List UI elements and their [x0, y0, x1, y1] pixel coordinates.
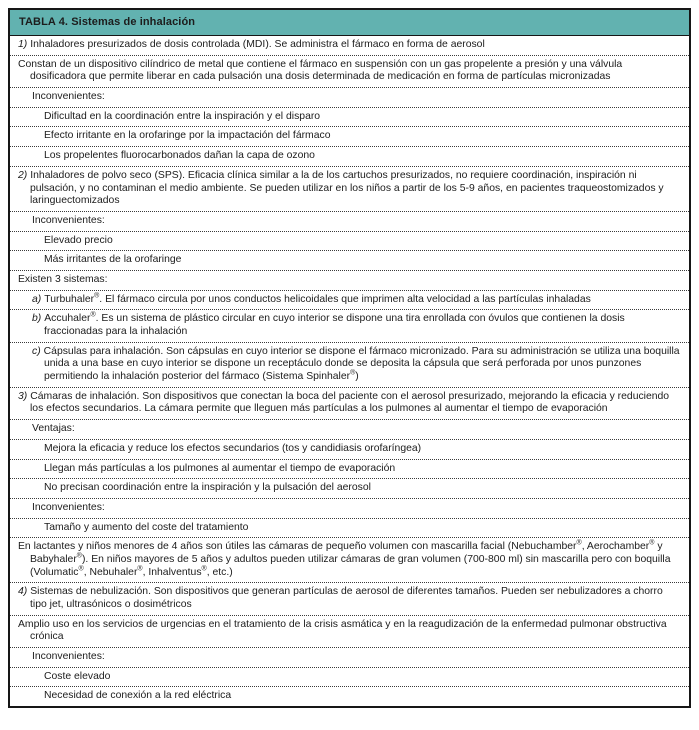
row-text [18, 502, 681, 515]
row-body: Existen 3 sistemas: [18, 273, 108, 285]
row-text [18, 541, 681, 579]
row-text [18, 522, 681, 535]
table-title: TABLA 4. Sistemas de inhalación [19, 16, 196, 28]
row-body: Inconvenientes: [32, 214, 105, 226]
table-row [10, 499, 689, 519]
table-row [10, 212, 689, 232]
row-text [18, 586, 681, 611]
row-prefix: 2) [18, 169, 28, 181]
row-text [18, 170, 681, 208]
row-text [18, 215, 681, 228]
row-text [18, 111, 681, 124]
table-row [10, 519, 689, 539]
row-body: Elevado precio [44, 234, 113, 246]
row-body: Los propelentes fluorocarbonados dañan la capa de ozono [44, 150, 315, 162]
row-text [18, 254, 681, 267]
row-body: Constan de un dispositivo cilíndrico de metal que contiene el fármaco en suspensión con un gas propelente a presión y una válvula dosificadora que permite liberar en cada pulsación una dosis determinada de medicación en forma de partículas micronizadas [18, 58, 623, 83]
row-body: Ventajas: [32, 423, 75, 435]
row-body: Dificultad en la coordinación entre la inspiración y el disparo [44, 110, 321, 122]
row-body: Llegan más partículas a los pulmones al aumentar el tiempo de evaporación [44, 462, 396, 474]
table-row [10, 88, 689, 108]
row-body: Amplio uso en los servicios de urgencias en el tratamiento de la crisis asmática y en la reagudización de la enfermedad pulmonar obstructiva crónica [18, 618, 667, 643]
table-row [10, 440, 689, 460]
row-text [18, 690, 681, 703]
row-text [18, 235, 681, 248]
table-row [10, 291, 689, 311]
row-text [18, 391, 681, 416]
table-row [10, 538, 689, 583]
table-body [10, 36, 689, 706]
row-text [18, 39, 681, 52]
row-prefix: b) [32, 313, 42, 325]
row-prefix: a) [32, 293, 42, 305]
table-row [10, 232, 689, 252]
table-row [10, 147, 689, 167]
row-prefix: 3) [18, 390, 28, 402]
row-prefix: 4) [18, 586, 28, 598]
row-prefix: c) [32, 345, 41, 357]
row-body: En lactantes y niños menores de 4 años son útiles las cámaras de pequeño volumen con mascarilla facial (Nebuchamber®, Aerochamber® y Babyhaler®). En niños mayores de 5 años y adultos pueden utilizar cámaras de gran volumen (700-800 ml) sin mascarilla pero con boquilla (Volumatic®, Nebuhaler®, Inhalventus®, etc.) [18, 539, 671, 578]
row-text [18, 443, 681, 456]
row-body: Coste elevado [44, 670, 111, 682]
row-body: Inhaladores presurizados de dosis controlada (MDI). Se administra el fármaco en forma de aerosol [30, 39, 485, 50]
row-prefix: 1) [18, 39, 28, 50]
table-row [10, 108, 689, 128]
row-body: Inconvenientes: [32, 501, 105, 513]
table-row [10, 687, 689, 706]
row-text [18, 671, 681, 684]
row-text [18, 423, 681, 436]
table-row [10, 388, 689, 420]
row-body: Necesidad de conexión a la red eléctrica [44, 690, 232, 702]
row-body: Más irritantes de la orofaringe [44, 254, 182, 266]
row-body: Inconvenientes: [32, 651, 105, 663]
row-text [18, 294, 681, 307]
row-text [18, 91, 681, 104]
row-body: Cápsulas para inhalación. Son cápsulas en cuyo interior se dispone el fármaco micronizado. Para su administración se utiliza una boquilla unida a una base en cuyo interior se dispone un receptáculo donde se deposita la cápsula que será perforada por unos punzones permitiendo la inhalación posterior del fármaco (Sistema Spinhaler®) [43, 345, 680, 383]
row-body: No precisan coordinación entre la inspiración y la pulsación del aerosol [44, 482, 371, 494]
table-row [10, 648, 689, 668]
table-row [10, 271, 689, 291]
row-body: Tamaño y aumento del coste del tratamiento [44, 521, 249, 533]
table-row [10, 36, 689, 56]
row-text [18, 313, 681, 338]
table-row [10, 167, 689, 212]
inhalation-systems-table [8, 8, 691, 708]
table-row [10, 460, 689, 480]
table-row [10, 583, 689, 615]
row-text [18, 150, 681, 163]
row-text [18, 346, 681, 384]
row-body: Sistemas de nebulización. Son dispositivos que generan partículas de aerosol de diferentes tamaños. Pueden ser nebulizadores a chorro tipo jet, ultrasónicos o dosimétricos [30, 586, 663, 610]
row-text [18, 619, 681, 644]
table-row [10, 251, 689, 271]
table-row [10, 479, 689, 499]
row-text [18, 59, 681, 84]
row-body: Cámaras de inhalación. Son dispositivos que conectan la boca del paciente con el aerosol presurizado, mejorando la eficacia y reduciendo los efectos secundarios. La cámara permite que lleguen más partículas a los pulmones al aumentar el tiempo de evaporación [30, 390, 670, 415]
table-row [10, 420, 689, 440]
row-body: Turbuhaler®. El fármaco circula por unos conductos helicoidales que imprimen alta velocidad a las partículas inhaladas [44, 292, 591, 305]
row-body: Accuhaler®. Es un sistema de plástico circular en cuyo interior se dispone una tira enrollada con óvulos que contienen la dosis fraccionadas para la inhalación [44, 311, 625, 337]
row-body: Inhaladores de polvo seco (SPS). Eficacia clínica similar a la de los cartuchos presurizados, no requiere coordinación, inspiración ni pulsación, y no contaminan el medio ambiente. Se pueden utilizar en los niños a partir de los 5-9 años, en pacientes traqueostomizados y laringuectomizados [30, 169, 664, 207]
row-body: Efecto irritante en la orofaringe por la impactación del fármaco [44, 130, 331, 142]
table-row [10, 56, 689, 88]
row-text [18, 463, 681, 476]
row-body: Inconvenientes: [32, 91, 105, 103]
table-row [10, 668, 689, 688]
table-header [10, 10, 689, 36]
row-text [18, 482, 681, 495]
row-text [18, 130, 681, 143]
row-text [18, 274, 681, 287]
table-row [10, 616, 689, 648]
row-text [18, 651, 681, 664]
table-row [10, 127, 689, 147]
row-body: Mejora la eficacia y reduce los efectos secundarios (tos y candidiasis orofaríngea) [44, 442, 422, 454]
table-row [10, 343, 689, 388]
table-row [10, 310, 689, 342]
